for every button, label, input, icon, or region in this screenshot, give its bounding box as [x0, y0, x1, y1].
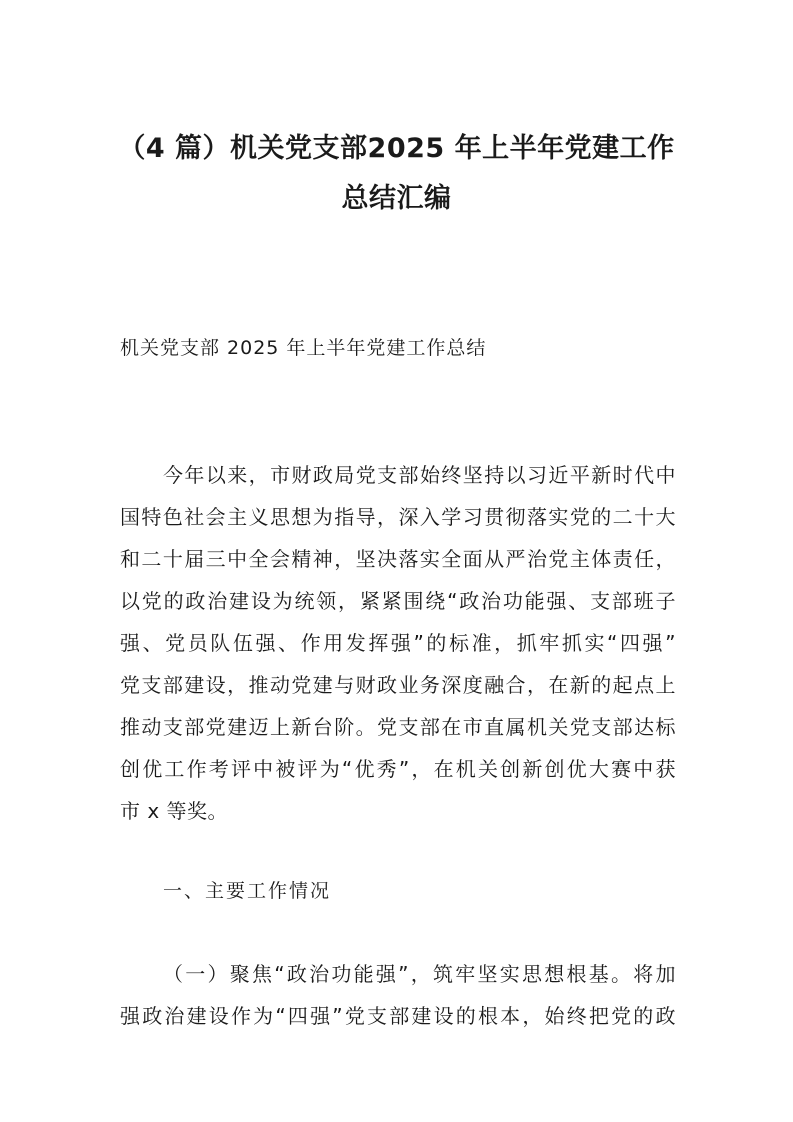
section-heading: 一、主要工作情况	[163, 880, 332, 902]
paragraph-line: 市 x 等奖。	[120, 799, 229, 823]
paragraph-line: 国特色社会主义思想为指导，深入学习贯彻落实党的二十大	[120, 505, 676, 529]
document-title-line-1: （4 篇）机关党支部2025 年上半年党建工作	[118, 133, 675, 164]
paragraph-line: 和二十届三中全会精神，坚决落实全面从严治党主体责任，	[120, 547, 676, 571]
paragraph-line: 强政治建设作为“四强”党支部建设的根本，始终把党的政	[120, 1004, 676, 1028]
paragraph-line: （一）聚焦“政治功能强”，筑牢坚实思想根基。将加	[163, 962, 676, 986]
document-title-line-2: 总结汇编	[341, 183, 452, 214]
paragraph-line: 今年以来，市财政局党支部始终坚持以习近平新时代中	[163, 463, 676, 487]
paragraph-line: 以党的政治建设为统领，紧紧围绕“政治功能强、支部班子	[120, 589, 676, 613]
paragraph-line: 党支部建设，推动党建与财政业务深度融合，在新的起点上	[120, 673, 676, 697]
paragraph-line: 推动支部党建迈上新台阶。党支部在市直属机关党支部达标	[120, 715, 676, 739]
paragraph-line: 强、党员队伍强、作用发挥强”的标准，抓牢抓实“四强”	[120, 631, 676, 655]
document-subtitle: 机关党支部 2025 年上半年党建工作总结	[120, 337, 487, 359]
paragraph-line: 创优工作考评中被评为“优秀”，在机关创新创优大赛中获	[120, 757, 676, 781]
